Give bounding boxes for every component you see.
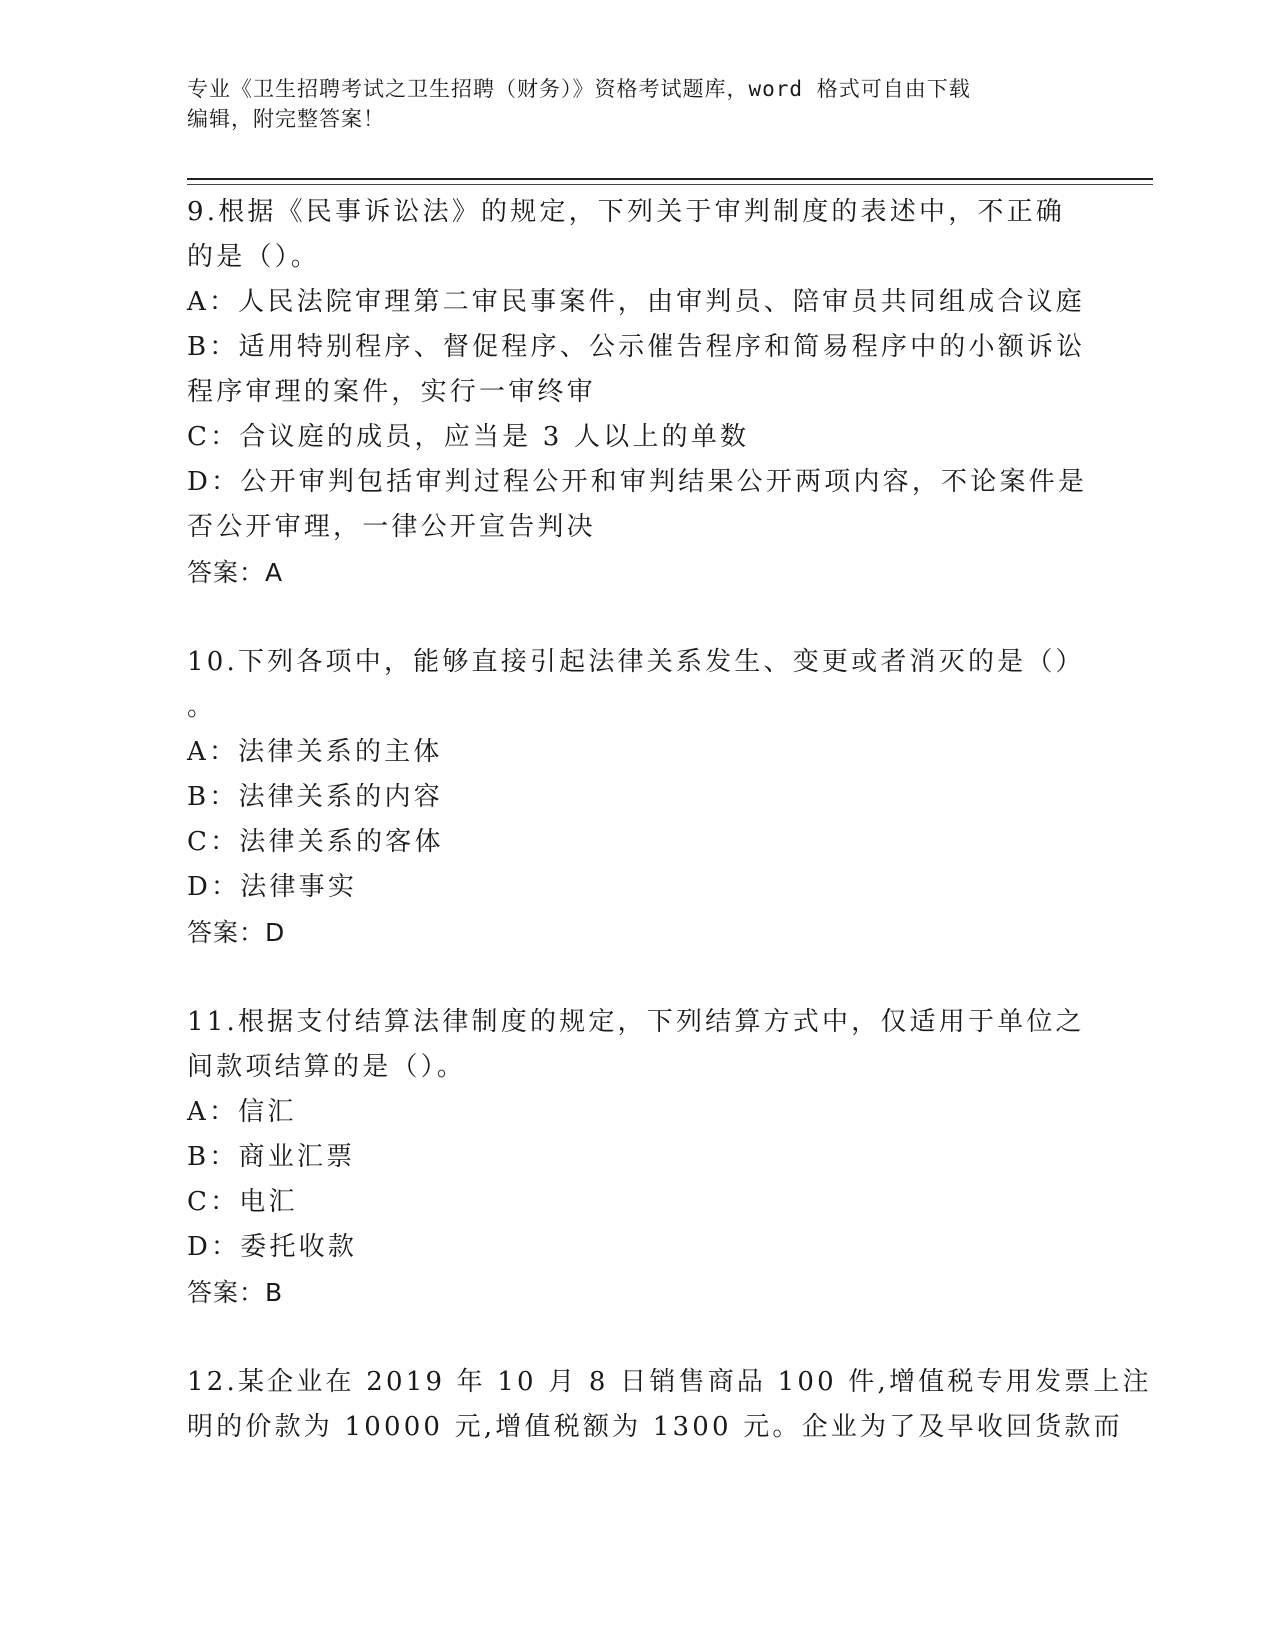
header-divider-thick — [187, 178, 1153, 180]
question-10-option-d: D：法律事实 — [187, 872, 358, 902]
question-9-option-a: A：人民法院审理第二审民事案件，由审判员、陪审员共同组成合议庭 — [187, 287, 1085, 317]
question-12 — [187, 1360, 1152, 1450]
spacer — [187, 1315, 1087, 1360]
question-10-option-b: B：法律关系的内容 — [187, 782, 443, 812]
question-11-option-b: B：商业汇票 — [187, 1142, 356, 1172]
question-10-stem-line-1: 10.下列各项中，能够直接引起法律关系发生、变更或者消灭的是（） — [187, 647, 1085, 677]
spacer — [187, 955, 1087, 1000]
header-line-1: 专业《卫生招聘考试之卫生招聘（财务）》资格考试题库，word 格式可自由下载 — [187, 77, 971, 101]
question-9-stem-line-1: 9.根据《民事诉讼法》的规定，下列关于审判制度的表述中，不正确 — [187, 197, 1066, 227]
question-list — [187, 190, 1152, 1450]
question-9-option-b-line-2: 程序审理的案件，实行一审终审 — [187, 377, 596, 407]
question-12-stem-line-2: 明的价款为 10000 元,增值税额为 1300 元。企业为了及早收回货款而 — [187, 1412, 1123, 1442]
question-12-stem-line-1: 12.某企业在 2019 年 10 月 8 日销售商品 100 件,增值税专用发票上注 — [187, 1367, 1152, 1397]
spacer — [187, 595, 1087, 640]
header-divider-thin — [187, 184, 1153, 185]
question-10-option-c: C：法律关系的客体 — [187, 827, 444, 857]
question-10-answer: 答案：D — [187, 918, 286, 947]
question-10 — [187, 640, 1087, 955]
question-11-option-c: C：电汇 — [187, 1187, 298, 1217]
question-9-stem-line-2: 的是（）。 — [187, 242, 321, 272]
question-9-option-c: C：合议庭的成员，应当是 3 人以上的单数 — [187, 422, 750, 452]
question-9 — [187, 190, 1087, 595]
question-10-stem-line-2: 。 — [187, 692, 217, 722]
question-11-option-d: D：委托收款 — [187, 1232, 358, 1262]
question-9-option-d-line-1: D：公开审判包括审判过程公开和审判结果公开两项内容，不论案件是 — [187, 467, 1088, 497]
question-10-option-a: A：法律关系的主体 — [187, 737, 443, 767]
question-9-answer: 答案：A — [187, 558, 284, 587]
question-9-option-d-line-2: 否公开审理，一律公开宣告判决 — [187, 512, 596, 542]
question-11-stem-line-1: 11.根据支付结算法律制度的规定，下列结算方式中，仅适用于单位之 — [187, 1007, 1085, 1037]
question-11-stem-line-2: 间款项结算的是（）。 — [187, 1052, 467, 1082]
document-header — [187, 74, 1067, 134]
question-11-option-a: A：信汇 — [187, 1097, 297, 1127]
question-11-answer: 答案：B — [187, 1278, 284, 1307]
question-9-option-b-line-1: B：适用特别程序、督促程序、公示催告程序和简易程序中的小额诉讼 — [187, 332, 1086, 362]
question-11 — [187, 1000, 1087, 1315]
header-line-2: 编辑，附完整答案！ — [187, 107, 385, 131]
